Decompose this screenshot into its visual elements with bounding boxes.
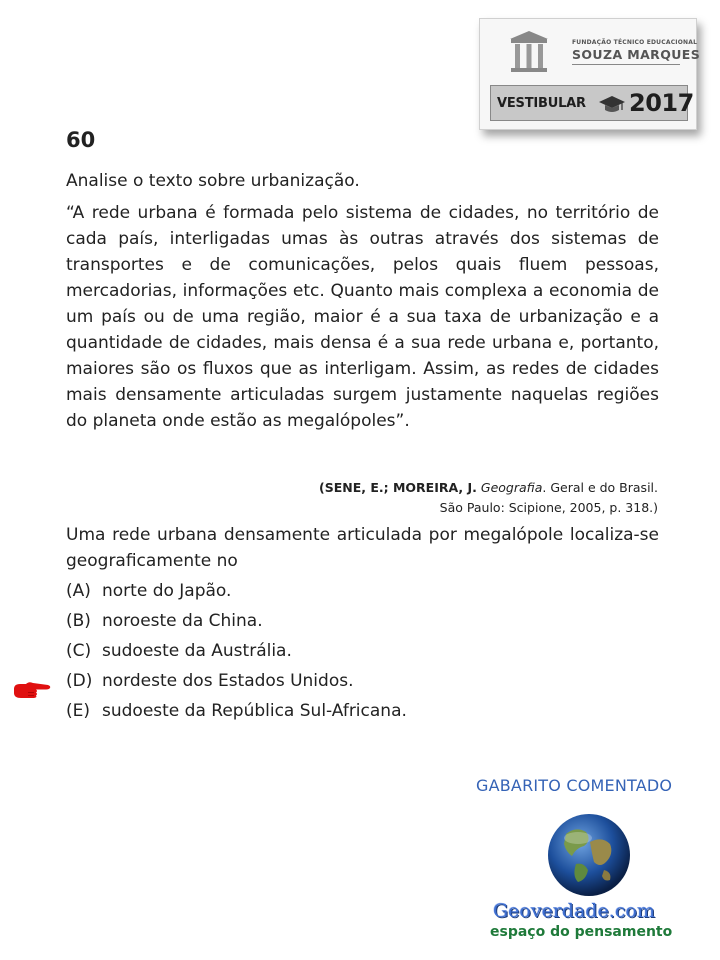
- logo-name: SOUZA MARQUES: [572, 47, 701, 62]
- citation-rest: . Geral e do Brasil.: [542, 480, 658, 495]
- option-letter: (D): [66, 671, 93, 691]
- logo-divider: [572, 64, 680, 65]
- option-text: sudoeste da Austrália.: [102, 641, 292, 661]
- exam-year: 2017: [629, 89, 694, 117]
- option-c[interactable]: [66, 638, 292, 664]
- logo-header: [490, 25, 701, 77]
- option-a[interactable]: [66, 578, 231, 604]
- temple-icon: [508, 29, 550, 73]
- option-e[interactable]: [66, 698, 407, 724]
- citation-title: Geografia: [480, 480, 543, 495]
- institution-logo: [479, 18, 701, 130]
- exam-label: VESTIBULAR: [497, 96, 586, 111]
- option-letter: (C): [66, 641, 92, 661]
- graduation-cap-icon: [597, 94, 627, 114]
- option-text: noroeste da China.: [102, 611, 263, 631]
- question-number: 60: [66, 128, 96, 152]
- citation-line-2: São Paulo: Scipione, 2005, p. 318.): [439, 500, 658, 515]
- question-intro: Analise o texto sobre urbanização.: [66, 171, 360, 191]
- option-d[interactable]: [66, 668, 353, 694]
- citation-line-1: [319, 478, 658, 498]
- site-name[interactable]: Geoverdade.com: [493, 900, 655, 922]
- globe-icon: [546, 812, 632, 898]
- citation-authors: (SENE, E.; MOREIRA, J.: [319, 480, 477, 495]
- citation: [319, 478, 658, 518]
- exam-banner: [490, 85, 694, 121]
- option-text: sudoeste da República Sul-Africana.: [102, 701, 407, 721]
- question-quote: “A rede urbana é formada pelo sistema de cidades, no território de cada país, interligadas umas às outras através dos sistemas de transportes e de comunicações, pelos quais fluem pessoas, mercadorias, informações etc. Quanto mais complexa a economia de um país ou de uma região, maior é a sua taxa de urbanização e a quantidade de cidades, mais densa é a sua rede urbana e, portanto, maiores são os fluxos que as interligam. Assim, as redes de cidades mais densamente articuladas surgem justamente naquelas regiões do planeta onde estão as megalópoles”.: [66, 203, 659, 431]
- option-text: norte do Japão.: [102, 581, 232, 601]
- logo-foundation-line: FUNDAÇÃO TÉCNICO EDUCACIONAL: [572, 39, 698, 46]
- pointing-hand-icon: [12, 680, 52, 702]
- option-text: nordeste dos Estados Unidos.: [102, 671, 354, 691]
- option-b[interactable]: [66, 608, 263, 634]
- option-letter: (B): [66, 611, 91, 631]
- question-prompt: Uma rede urbana densamente articulada por megalópole localiza-se geograficamente no: [66, 525, 659, 571]
- option-letter: (E): [66, 701, 91, 721]
- site-tagline: espaço do pensamento: [490, 924, 673, 940]
- answer-key-heading: GABARITO COMENTADO: [476, 776, 673, 795]
- option-letter: (A): [66, 581, 91, 601]
